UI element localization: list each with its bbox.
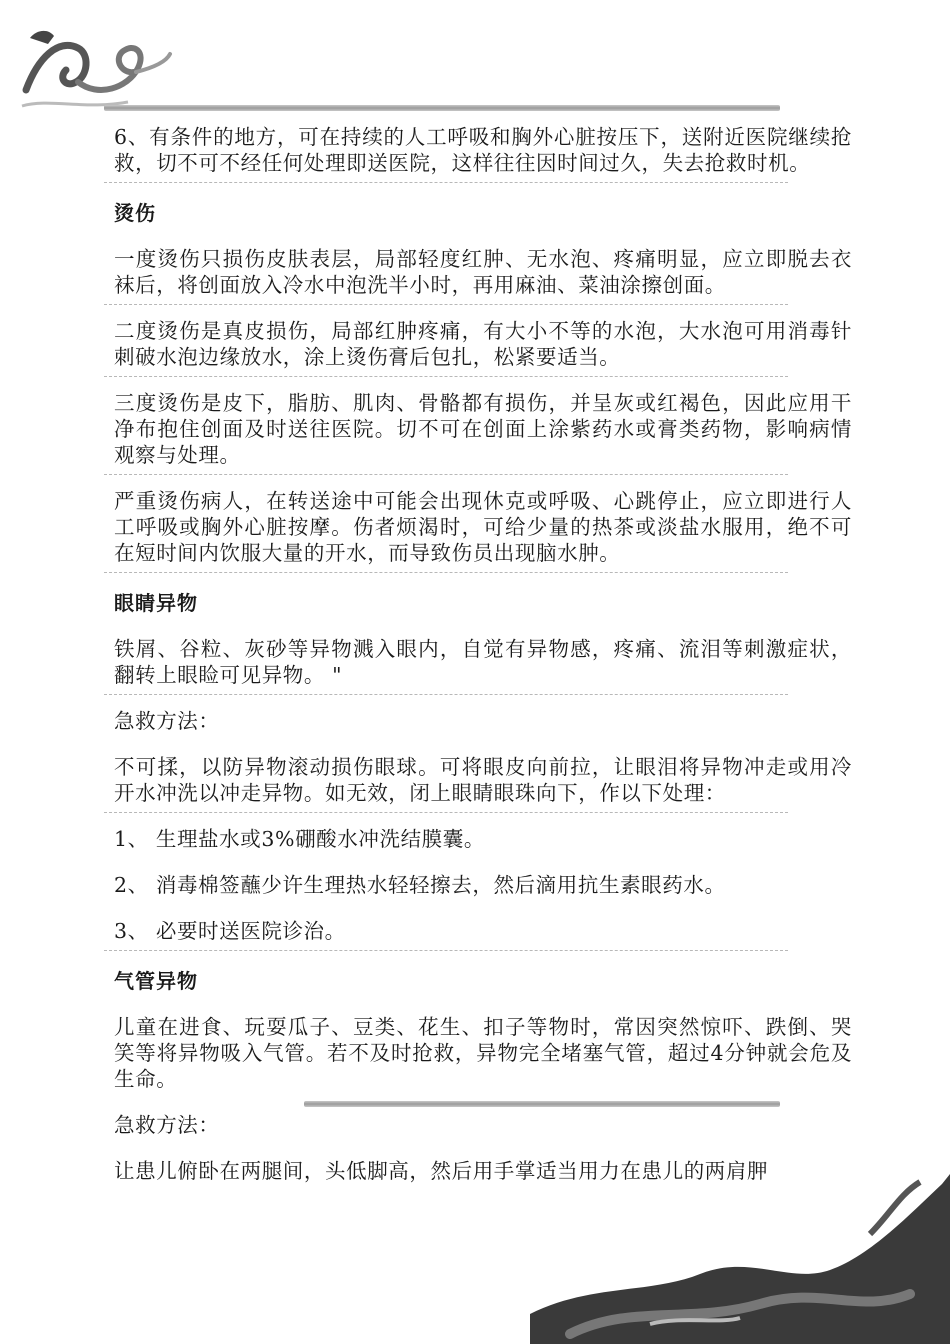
heading-burn: 烫伤 <box>114 201 156 225</box>
paragraph-trachea-method: 让患儿俯卧在两腿间，头低脚高，然后用手掌适当用力在患儿的两肩胛 <box>114 1159 769 1183</box>
heading-eye-foreign-body: 眼睛异物 <box>114 591 198 615</box>
paragraph-burn-first-degree: 一度烫伤只损伤皮肤表层，局部轻度红肿、无水泡、疼痛明显，应立即脱去衣袜后，将创面放入冷水中泡洗半小时，再用麻油、菜油涂擦创面。 <box>114 246 852 308</box>
paragraph-eye-step-2: 2、 消毒棉签蘸少许生理热水轻轻擦去，然后滴用抗生素眼药水。 <box>114 873 726 897</box>
header-rule <box>104 105 780 111</box>
paragraph-eye-step-1: 1、 生理盐水或3%硼酸水冲洗结膜囊。 <box>114 827 485 851</box>
paragraph-eye-first-aid-label: 急救方法： <box>114 709 220 733</box>
paragraph-burn-severe: 严重烫伤病人，在转送途中可能会出现休克或呼吸、心跳停止，应立即进行人工呼吸或胸外心脏按摩。伤者烦渴时，可给少量的热茶或淡盐水服用，绝不可在短时间内饮服大量的开水，而导致伤员出现脑水肿。 <box>114 488 852 576</box>
paragraph-eye-method: 不可揉，以防异物滚动损伤眼球。可将眼皮向前拉，让眼泪将异物冲走或用冷开水冲洗以冲走异物。如无效，闭上眼睛眼珠向下，作以下处理： <box>114 754 852 816</box>
paragraph-cpr-step-6: 6、有条件的地方，可在持续的人工呼吸和胸外心脏按压下，送附近医院继续抢救，切不可不经任何处理即送医院，这样往往因时间过久，失去抢救时机。 <box>114 124 852 186</box>
paragraph-burn-third-degree: 三度烫伤是皮下，脂肪、肌肉、骨骼都有损伤，并呈灰或红褐色，因此应用干净布抱住创面及时送往医院。切不可在创面上涂紫药水或膏类药物，影响病情观察与处理。 <box>114 390 852 478</box>
paragraph-trachea-first-aid-label: 急救方法： <box>114 1113 220 1137</box>
document-body <box>114 124 852 1194</box>
ink-splash-icon <box>530 1174 950 1344</box>
paragraph-burn-second-degree: 二度烫伤是真皮损伤，局部红肿疼痛，有大小不等的水泡，大水泡可用消毒针刺破水泡边缘放水，涂上烫伤膏后包扎，松紧要适当。 <box>114 318 852 380</box>
dragon-logo-icon <box>18 18 178 118</box>
paragraph-trachea-cause: 儿童在进食、玩耍瓜子、豆类、花生、扣子等物时，常因突然惊吓、跌倒、哭笑等将异物吸入气管。若不及时抢救，异物完全堵塞气管，超过4分钟就会危及生命。 <box>114 1015 852 1091</box>
paragraph-eye-symptoms: 铁屑、谷粒、灰砂等异物溅入眼内，自觉有异物感，疼痛、流泪等刺激症状，翻转上眼睑可见异物。 " <box>114 636 852 698</box>
paragraph-eye-step-3: 3、 必要时送医院诊治。 <box>114 918 852 954</box>
heading-trachea-foreign-body: 气管异物 <box>114 969 198 993</box>
